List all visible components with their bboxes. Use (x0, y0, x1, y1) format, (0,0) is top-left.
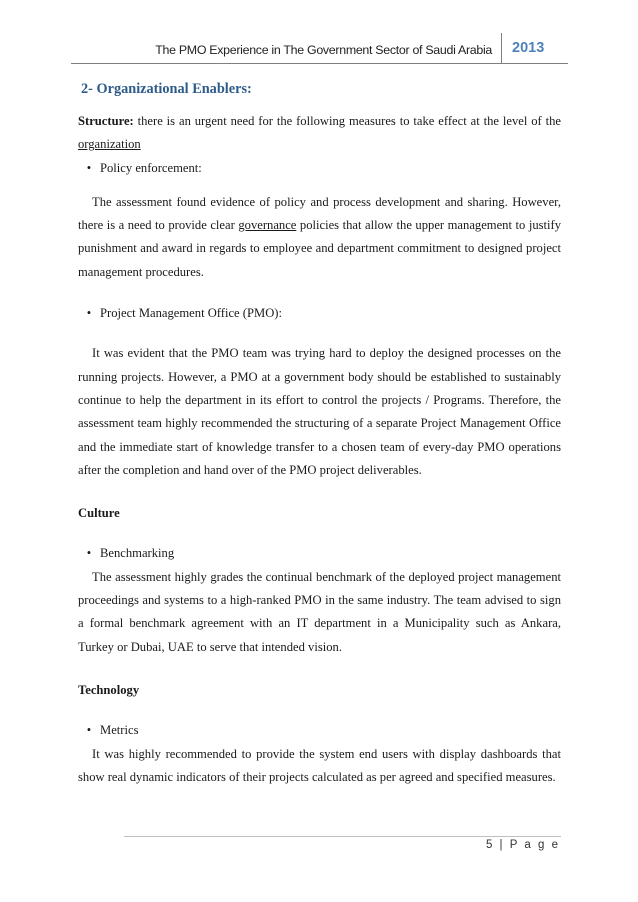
spacer (78, 180, 561, 191)
structure-paragraph (78, 110, 561, 157)
bullet-pmo (78, 302, 561, 325)
bullet-metrics (78, 719, 561, 742)
bullet-metrics-label: Metrics (100, 723, 139, 738)
spacer (78, 482, 561, 502)
bullet-dot: • (86, 723, 92, 738)
bullet-benchmarking (78, 542, 561, 565)
page-number: 5 (485, 839, 495, 851)
footer-rule (124, 836, 561, 837)
bullet-policy-label: Policy enforcement: (100, 160, 202, 175)
structure-label: Structure: (78, 114, 134, 128)
culture-heading: Culture (78, 506, 120, 521)
structure-underlined: organization (78, 137, 141, 152)
bullet-benchmarking-label: Benchmarking (100, 546, 175, 561)
footer-separator: | (499, 839, 505, 851)
structure-intro: there is an urgent need for the following measures to take effect at the level of the (133, 114, 561, 128)
header-title: The PMO Experience in The Government Sector of Saudi Arabia (155, 43, 492, 57)
spacer (78, 702, 561, 719)
bullet-pmo-label: Project Management Office (PMO): (100, 306, 282, 321)
technology-heading: Technology (78, 682, 140, 697)
technology-paragraph: It was highly recommended to provide the system end users with display dashboards that show real dynamic indicators of their projects calculated as per agreed and specified measures. (78, 746, 561, 784)
policy-text-b: policies that allow the upper management to justify punishment and award in regards to employee and department commitment to designed project management procedures. (78, 218, 562, 279)
culture-paragraph: The assessment highly grades the continual benchmark of the deployed project management proceedings and systems to a high-ranked PMO in the same industry. The team advised to sign a formal benchmark agreement with an IT department in a Municipality such as Ankara, Turkey or Dubai, UAE to serve that intended vision. (78, 569, 561, 654)
policy-paragraph (78, 191, 561, 284)
section-title: 2- Organizational Enablers: (81, 81, 252, 97)
bullet-dot: • (86, 546, 92, 561)
spacer (78, 325, 561, 342)
spacer (78, 659, 561, 679)
page-body (78, 74, 561, 789)
spacer (78, 525, 561, 542)
bullet-dot: • (86, 160, 92, 175)
page-label: P a g e (509, 839, 560, 851)
header-divider (501, 33, 502, 63)
header-rule (71, 63, 568, 64)
page-header (0, 0, 638, 70)
bullet-policy (78, 157, 561, 180)
header-year: 2013 (512, 40, 545, 56)
bullet-dot: • (86, 306, 92, 321)
policy-underlined: governance (238, 218, 297, 233)
pmo-paragraph: It was evident that the PMO team was trying hard to deploy the designed processes on the running projects. However, a PMO at a government body should be established to sustainably continue to help the department in its effort to control the projects / Programs. Therefore, the assessment team highly recommended the structuring of a separate Project Management Office and the immediate start of knowledge transfer to a chosen team of every-day PMO operations after the completion and hand over of the PMO project deliverables. (78, 346, 561, 477)
policy-text-a: The assessment found evidence of policy and process development and sharing. However, there is a need to provide clear (78, 194, 561, 233)
page-footer (486, 839, 560, 851)
spacer (78, 284, 561, 302)
